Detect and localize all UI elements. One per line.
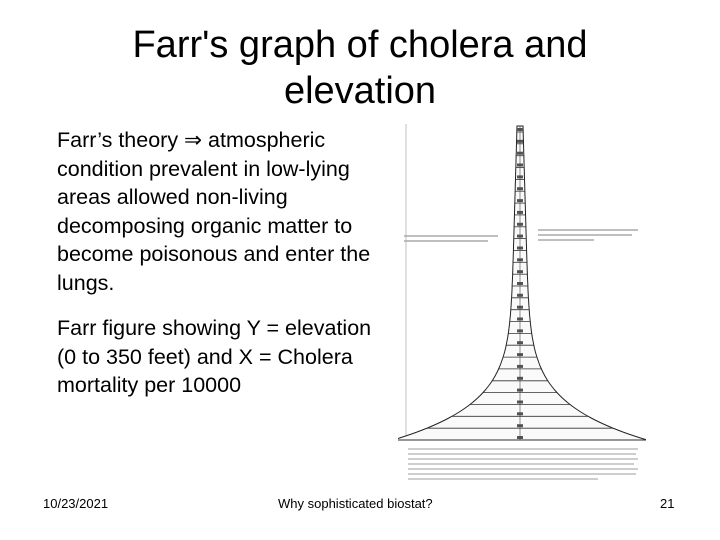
slide-number: 21 — [660, 496, 675, 511]
footer-subtitle: Why sophisticated biostat? — [278, 496, 433, 511]
footer-date: 10/23/2021 — [43, 496, 109, 511]
slide-title-line-2: elevation — [283, 70, 437, 112]
farr-cholera-elevation-figure — [398, 118, 646, 488]
theory-paragraph: Farr’s theory ⇒ atmospheric condition prevalent in low-lying areas allowed non-living decomposing organic matter to become poisonous and enter the lungs. — [57, 128, 371, 295]
slide-title — [90, 22, 630, 114]
slide-title-line-1: Farr's graph of cholera and — [132, 24, 588, 66]
figure-description-paragraph: Farr figure showing Y = elevation (0 to 350 feet) and X = Cholera mortality per 10000 — [57, 316, 372, 397]
